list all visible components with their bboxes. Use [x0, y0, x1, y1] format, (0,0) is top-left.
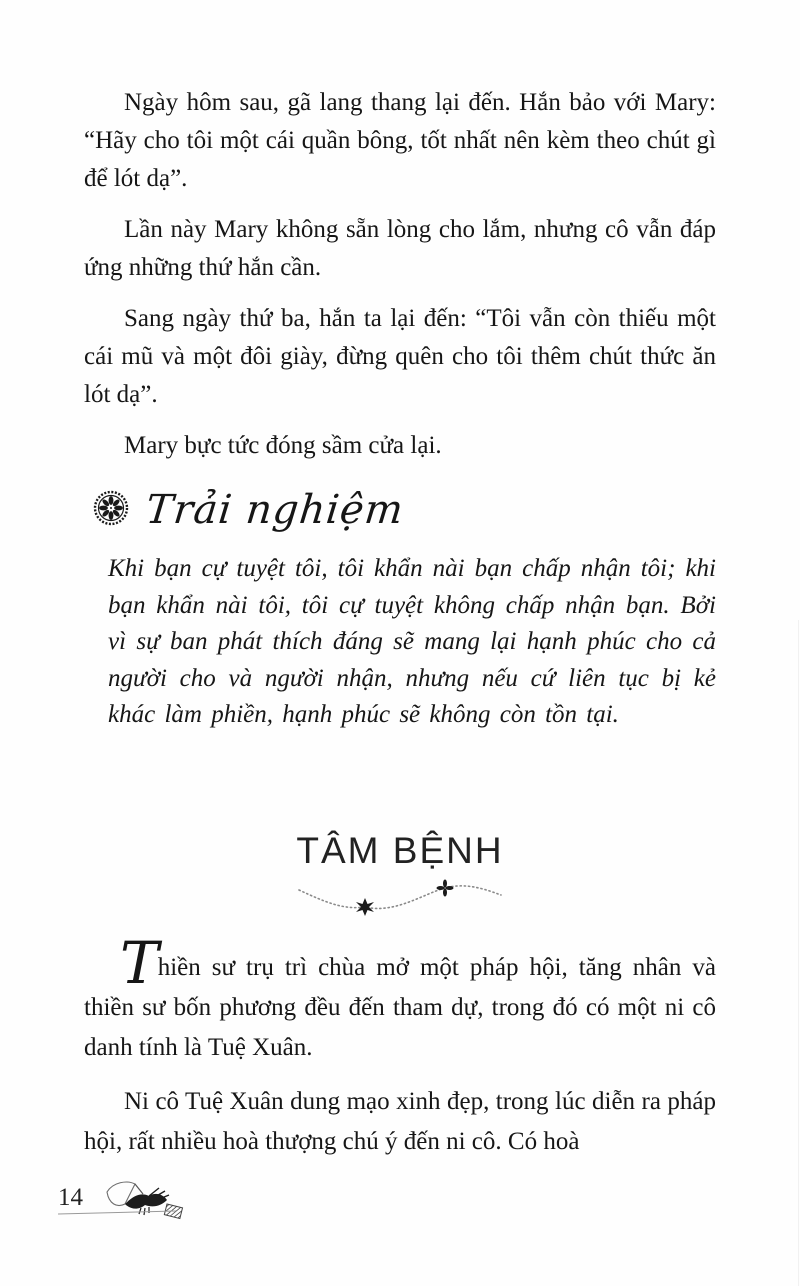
dotted-wave-flourish-icon — [295, 907, 505, 924]
page-content — [84, 84, 716, 1176]
quill-sketch-icon — [89, 1178, 189, 1235]
paragraph: Mary bực tức đóng sầm cửa lại. — [124, 432, 442, 459]
experience-heading — [92, 483, 716, 537]
chapter-title: TÂM BỆNH — [296, 829, 504, 871]
experience-quote: Khi bạn cự tuyệt tôi, tôi khẩn nài bạn chấp nhận tôi; khi bạn khẩn nài tôi, tôi cự tuyệt không chấp nhận bạn. Bởi vì sự ban phát thích đáng sẽ mang lại hạnh phúc cho cả người cho và người nhận, nhưng nếu cứ liên tục bị kẻ khác làm phiền, hạnh phúc sẽ không còn tồn tại. — [108, 555, 716, 728]
chapter-flourish — [84, 878, 716, 922]
chapter-paragraph: Ni cô Tuệ Xuân dung mạo xinh đẹp, trong lúc diễn ra pháp hội, rất nhiều hoà thượng chú ý đến ni cô. Có hoà — [84, 1087, 716, 1155]
scan-edge — [798, 620, 799, 1286]
paragraph: Ngày hôm sau, gã lang thang lại đến. Hắn bảo với Mary: “Hãy cho tôi một cái quần bông, tốt nhất nên kèm theo chút gì để lót dạ”. — [84, 89, 716, 192]
rosette-icon — [92, 489, 130, 532]
page-number: 14 — [58, 1184, 83, 1211]
paragraph: Sang ngày thứ ba, hắn ta lại đến: “Tôi vẫn còn thiếu một cái mũ và một đôi giày, đừng quên cho tôi thêm chút thức ăn lót dạ”. — [84, 305, 716, 408]
paragraph: Lần này Mary không sẵn lòng cho lắm, nhưng cô vẫn đáp ứng những thứ hắn cần. — [84, 216, 716, 281]
experience-heading-label: Trải nghiệm — [143, 487, 407, 533]
decorative-initial: T — [120, 928, 157, 997]
chapter-paragraph — [84, 928, 716, 1068]
chapter-paragraph-text: hiền sư trụ trì chùa mở một pháp hội, tăng nhân và thiền sư bốn phương đều đến tham dự, trong đó có một ni cô danh tính là Tuệ Xuân. — [84, 953, 716, 1061]
page-footer — [58, 1178, 189, 1235]
